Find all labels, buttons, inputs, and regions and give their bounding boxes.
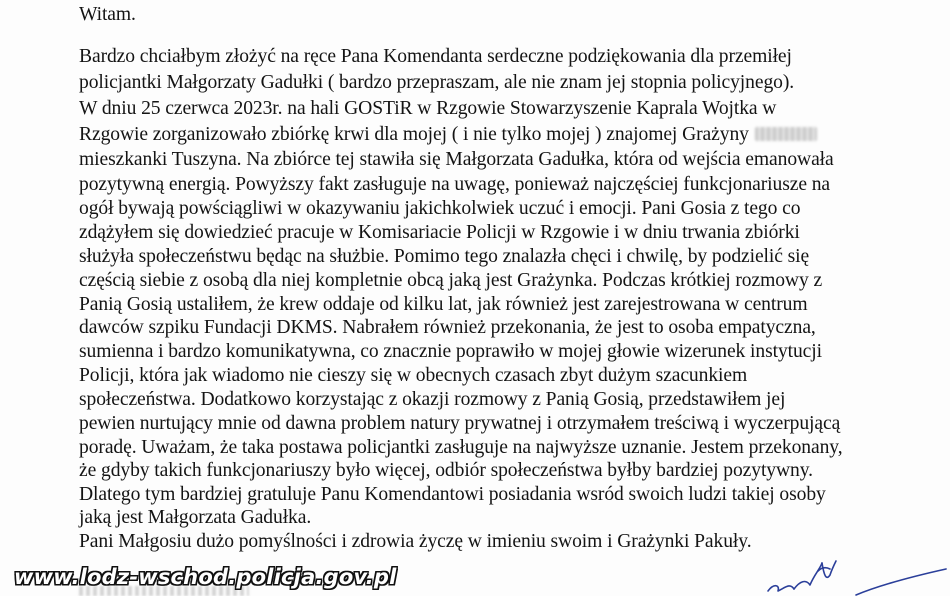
greeting: Witam. [79, 4, 136, 25]
letter-line-2: policjantki Małgorzaty Gadułki ( bardzo przepraszam, ale nie znam jej stopnia policyjnego). [79, 72, 795, 93]
letter-line-6: pozytywną energią. Powyższy fakt zasługuje na uwagę, ponieważ najczęściej funkcjonariusze na [79, 174, 831, 195]
website-watermark: www.lodz-wschod.policja.gov.pl [14, 565, 397, 589]
letter-line-5: mieszkanki Tuszyna. Na zbiórce tej stawiła się Małgorzata Gadułka, która od wejścia emanowała [79, 149, 834, 170]
letter-line-4-text: Rzgowie zorganizowało zbiórkę krwi dla mojej ( i nie tylko mojej ) znajomej Grażyny [79, 124, 749, 145]
letter-line-9: służyła społeczeństwu będąc na służbie. Pomimo tego znalazła chęci i chwilę, by podzielić się [79, 246, 810, 267]
letter-line-17: poradę. Uważam, że taka postawa policjantki zasługuje na najwyższe uznanie. Jestem przekonany, [79, 437, 843, 458]
letter-line-13: sumienna i bardzo komunikatywna, co znacznie poprawiło w mojej głowie wizerunek instytucji [79, 341, 822, 362]
letter-line-20: jaką jest Małgorzata Gadułka. [79, 507, 312, 528]
letter-line-19: Dlatego tym bardziej gratuluje Panu Komendantowi posiadania wsród swoich ludzi takiej osoby [79, 484, 826, 505]
letter-line-8: zdążyłem się dowiedzieć pracuje w Komisariacie Policji w Rzgowie i w dniu trwania zbiórki [79, 222, 800, 243]
letter-line-4 [79, 124, 817, 146]
letter-line-12: dawców szpiku Fundacji DKMS. Nabrałem również przekonania, że jest to osoba empatyczna, [79, 317, 816, 338]
letter-line-21: Pani Małgosiu dużo pomyślności i zdrowia życzę w imieniu swoim i Grażynki Pakuły. [79, 531, 752, 552]
letter-line-7: ogół bywają powściągliwi w okazywaniu jakichkolwiek uczuć i emocji. Pani Gosia z tego co [79, 198, 801, 219]
handwritten-signature [760, 545, 950, 596]
letter-line-16: pewien nurtujący mnie od dawna problem natury prywatnej i otrzymałem treściwą i wyczerpującą [79, 413, 841, 434]
letter-line-15: społeczeństwa. Dodatkowo korzystając z okazji rozmowy z Panią Gosią, przedstawiłem jej [79, 389, 786, 410]
letter-line-11: Panią Gosią ustaliłem, że krew oddaje od kilku lat, jak również jest zarejestrowana w centrum [79, 294, 808, 315]
letter-line-1: Bardzo chciałbym złożyć na ręce Pana Komendanta serdeczne podziękowania dla przemiłej [79, 46, 792, 67]
letter-line-3: W dniu 25 czerwca 2023r. na hali GOSTiR w Rzgowie Stowarzyszenie Kaprala Wojtka w [79, 98, 777, 119]
letter-line-18: że gdyby takich funkcjonariuszy było więcej, odbiór społeczeństwa byłby bardziej pozytywny. [79, 460, 813, 481]
redacted-surname [755, 127, 817, 141]
letter-line-10: częścią siebie z osobą dla niej kompletnie obcą jaką jest Grażynka. Podczas krótkiej rozmowy z [79, 270, 823, 291]
letter-line-14: Policji, która jak wiadomo nie cieszy się w obecnych czasach zbyt dużym szacunkiem [79, 365, 748, 386]
